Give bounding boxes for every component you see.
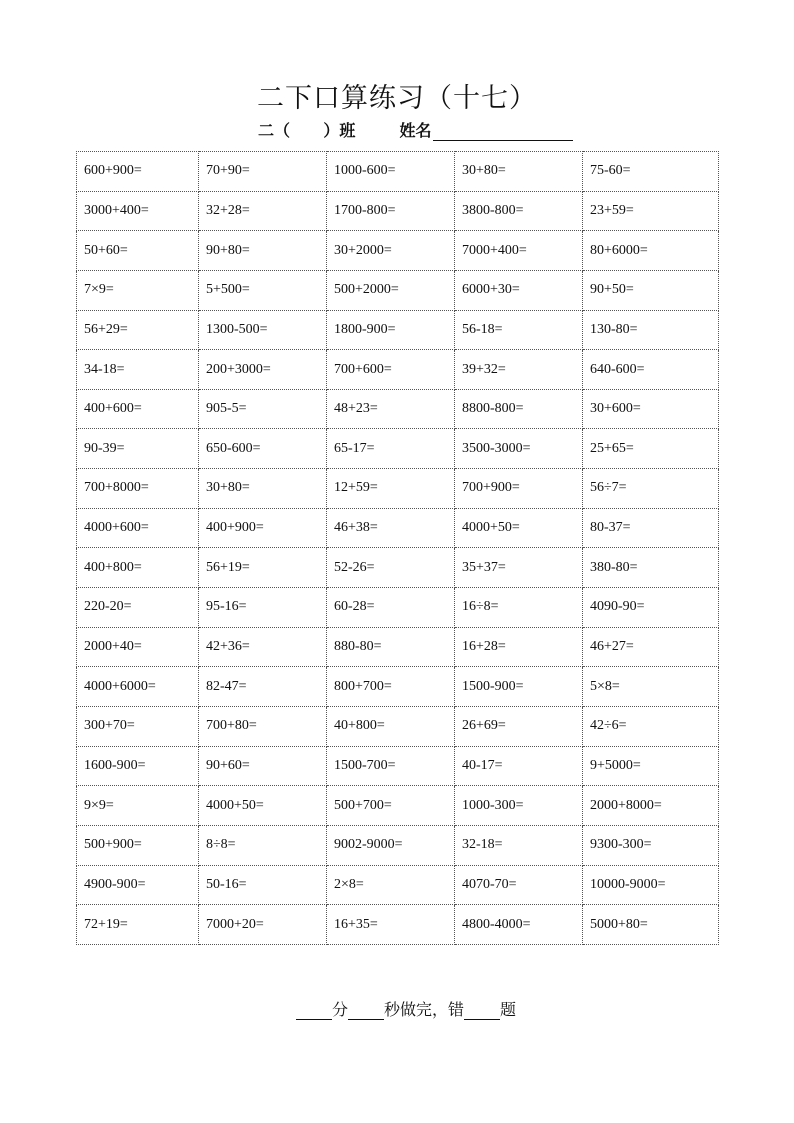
problem-row xyxy=(77,310,719,350)
errors-blank[interactable] xyxy=(464,1005,500,1020)
problem-cell: 52-26= xyxy=(327,548,455,588)
problem-cell: 1800-900= xyxy=(327,310,455,350)
problem-row xyxy=(77,469,719,509)
seconds-label: 秒做完，错 xyxy=(384,1000,465,1019)
problem-cell: 80-37= xyxy=(583,508,719,548)
problems-label: 题 xyxy=(500,1000,517,1019)
problem-cell: 9300-300= xyxy=(583,825,719,865)
minutes-blank[interactable] xyxy=(296,1005,332,1020)
problem-row xyxy=(77,508,719,548)
problem-cell: 6000+30= xyxy=(455,270,583,310)
problem-cell: 56-18= xyxy=(455,310,583,350)
problem-cell: 9+5000= xyxy=(583,746,719,786)
problem-cell: 200+3000= xyxy=(199,350,327,390)
problem-cell: 2×8= xyxy=(327,865,455,905)
problem-cell: 10000-9000= xyxy=(583,865,719,905)
problem-cell: 16+28= xyxy=(455,627,583,667)
problem-cell: 700+80= xyxy=(199,706,327,746)
student-info-header xyxy=(258,118,573,141)
problem-cell: 56+19= xyxy=(199,548,327,588)
problem-cell: 42÷6= xyxy=(583,706,719,746)
problem-cell: 300+70= xyxy=(77,706,199,746)
problem-row xyxy=(77,865,719,905)
problem-row xyxy=(77,350,719,390)
problem-cell: 5+500= xyxy=(199,270,327,310)
problem-cell: 65-17= xyxy=(327,429,455,469)
problem-cell: 60-28= xyxy=(327,588,455,628)
problem-cell: 7000+400= xyxy=(455,231,583,271)
problem-cell: 16+35= xyxy=(327,905,455,945)
problem-cell: 40-17= xyxy=(455,746,583,786)
problem-cell: 700+8000= xyxy=(77,469,199,509)
problem-cell: 90+80= xyxy=(199,231,327,271)
problem-row xyxy=(77,191,719,231)
problem-cell: 8÷8= xyxy=(199,825,327,865)
problem-cell: 50-16= xyxy=(199,865,327,905)
problem-row xyxy=(77,905,719,945)
problem-cell: 30+80= xyxy=(199,469,327,509)
problem-cell: 4800-4000= xyxy=(455,905,583,945)
class-label: 二（ ）班 xyxy=(258,121,356,140)
problem-cell: 72+19= xyxy=(77,905,199,945)
name-label: 姓名 xyxy=(399,121,432,140)
problem-cell: 80+6000= xyxy=(583,231,719,271)
problem-cell: 700+900= xyxy=(455,469,583,509)
problem-cell: 4000+50= xyxy=(455,508,583,548)
problem-cell: 1000-300= xyxy=(455,786,583,826)
problem-cell: 700+600= xyxy=(327,350,455,390)
problem-cell: 35+37= xyxy=(455,548,583,588)
problem-cell: 56÷7= xyxy=(583,469,719,509)
problem-cell: 650-600= xyxy=(199,429,327,469)
problem-cell: 600+900= xyxy=(77,152,199,192)
seconds-blank[interactable] xyxy=(348,1005,384,1020)
problem-cell: 640-600= xyxy=(583,350,719,390)
minutes-label: 分 xyxy=(332,1000,349,1019)
problem-cell: 26+69= xyxy=(455,706,583,746)
problem-cell: 30+80= xyxy=(455,152,583,192)
problem-cell: 400+900= xyxy=(199,508,327,548)
problem-cell: 4000+50= xyxy=(199,786,327,826)
problem-row xyxy=(77,231,719,271)
problem-cell: 4000+6000= xyxy=(77,667,199,707)
problem-row xyxy=(77,746,719,786)
problem-cell: 3000+400= xyxy=(77,191,199,231)
problem-cell: 4090-90= xyxy=(583,588,719,628)
problem-cell: 25+65= xyxy=(583,429,719,469)
problem-row xyxy=(77,389,719,429)
problem-cell: 56+29= xyxy=(77,310,199,350)
result-line xyxy=(296,997,516,1020)
problem-cell: 1300-500= xyxy=(199,310,327,350)
problem-cell: 3800-800= xyxy=(455,191,583,231)
problem-cell: 500+700= xyxy=(327,786,455,826)
problem-cell: 30+600= xyxy=(583,389,719,429)
problem-cell: 50+60= xyxy=(77,231,199,271)
problem-cell: 34-18= xyxy=(77,350,199,390)
problem-cell: 5000+80= xyxy=(583,905,719,945)
problem-cell: 90-39= xyxy=(77,429,199,469)
problem-row xyxy=(77,429,719,469)
problem-cell: 800+700= xyxy=(327,667,455,707)
problem-cell: 2000+40= xyxy=(77,627,199,667)
problem-row xyxy=(77,152,719,192)
problem-cell: 400+800= xyxy=(77,548,199,588)
problem-cell: 500+2000= xyxy=(327,270,455,310)
problem-cell: 39+32= xyxy=(455,350,583,390)
problem-cell: 7×9= xyxy=(77,270,199,310)
problem-row xyxy=(77,548,719,588)
problem-cell: 30+2000= xyxy=(327,231,455,271)
problem-row xyxy=(77,786,719,826)
problem-cell: 23+59= xyxy=(583,191,719,231)
problem-cell: 4070-70= xyxy=(455,865,583,905)
problem-cell: 46+27= xyxy=(583,627,719,667)
problem-row xyxy=(77,706,719,746)
problem-cell: 220-20= xyxy=(77,588,199,628)
problem-cell: 40+800= xyxy=(327,706,455,746)
problem-cell: 5×8= xyxy=(583,667,719,707)
problem-cell: 1500-700= xyxy=(327,746,455,786)
problem-cell: 4900-900= xyxy=(77,865,199,905)
problem-cell: 32-18= xyxy=(455,825,583,865)
problem-cell: 905-5= xyxy=(199,389,327,429)
name-blank-line[interactable] xyxy=(433,126,573,141)
page-title: 二下口算练习（十七） xyxy=(257,83,537,114)
problem-cell: 9×9= xyxy=(77,786,199,826)
problem-cell: 70+90= xyxy=(199,152,327,192)
problem-row xyxy=(77,825,719,865)
problem-cell: 380-80= xyxy=(583,548,719,588)
problem-cell: 2000+8000= xyxy=(583,786,719,826)
problem-row xyxy=(77,627,719,667)
problem-cell: 1000-600= xyxy=(327,152,455,192)
problem-cell: 90+60= xyxy=(199,746,327,786)
problem-cell: 82-47= xyxy=(199,667,327,707)
problem-cell: 500+900= xyxy=(77,825,199,865)
problem-cell: 1500-900= xyxy=(455,667,583,707)
problem-cell: 32+28= xyxy=(199,191,327,231)
problem-cell: 42+36= xyxy=(199,627,327,667)
problem-cell: 75-60= xyxy=(583,152,719,192)
problem-cell: 3500-3000= xyxy=(455,429,583,469)
problem-cell: 8800-800= xyxy=(455,389,583,429)
problem-row xyxy=(77,667,719,707)
problem-cell: 16÷8= xyxy=(455,588,583,628)
problem-row xyxy=(77,270,719,310)
problem-row xyxy=(77,588,719,628)
problem-cell: 12+59= xyxy=(327,469,455,509)
problem-grid xyxy=(76,151,719,945)
problem-cell: 400+600= xyxy=(77,389,199,429)
problem-cell: 1700-800= xyxy=(327,191,455,231)
problem-grid-body xyxy=(77,152,719,945)
problem-cell: 7000+20= xyxy=(199,905,327,945)
problem-cell: 95-16= xyxy=(199,588,327,628)
problem-cell: 880-80= xyxy=(327,627,455,667)
problem-cell: 130-80= xyxy=(583,310,719,350)
problem-cell: 48+23= xyxy=(327,389,455,429)
problem-cell: 4000+600= xyxy=(77,508,199,548)
problem-cell: 90+50= xyxy=(583,270,719,310)
problem-cell: 9002-9000= xyxy=(327,825,455,865)
problem-cell: 46+38= xyxy=(327,508,455,548)
problem-cell: 1600-900= xyxy=(77,746,199,786)
